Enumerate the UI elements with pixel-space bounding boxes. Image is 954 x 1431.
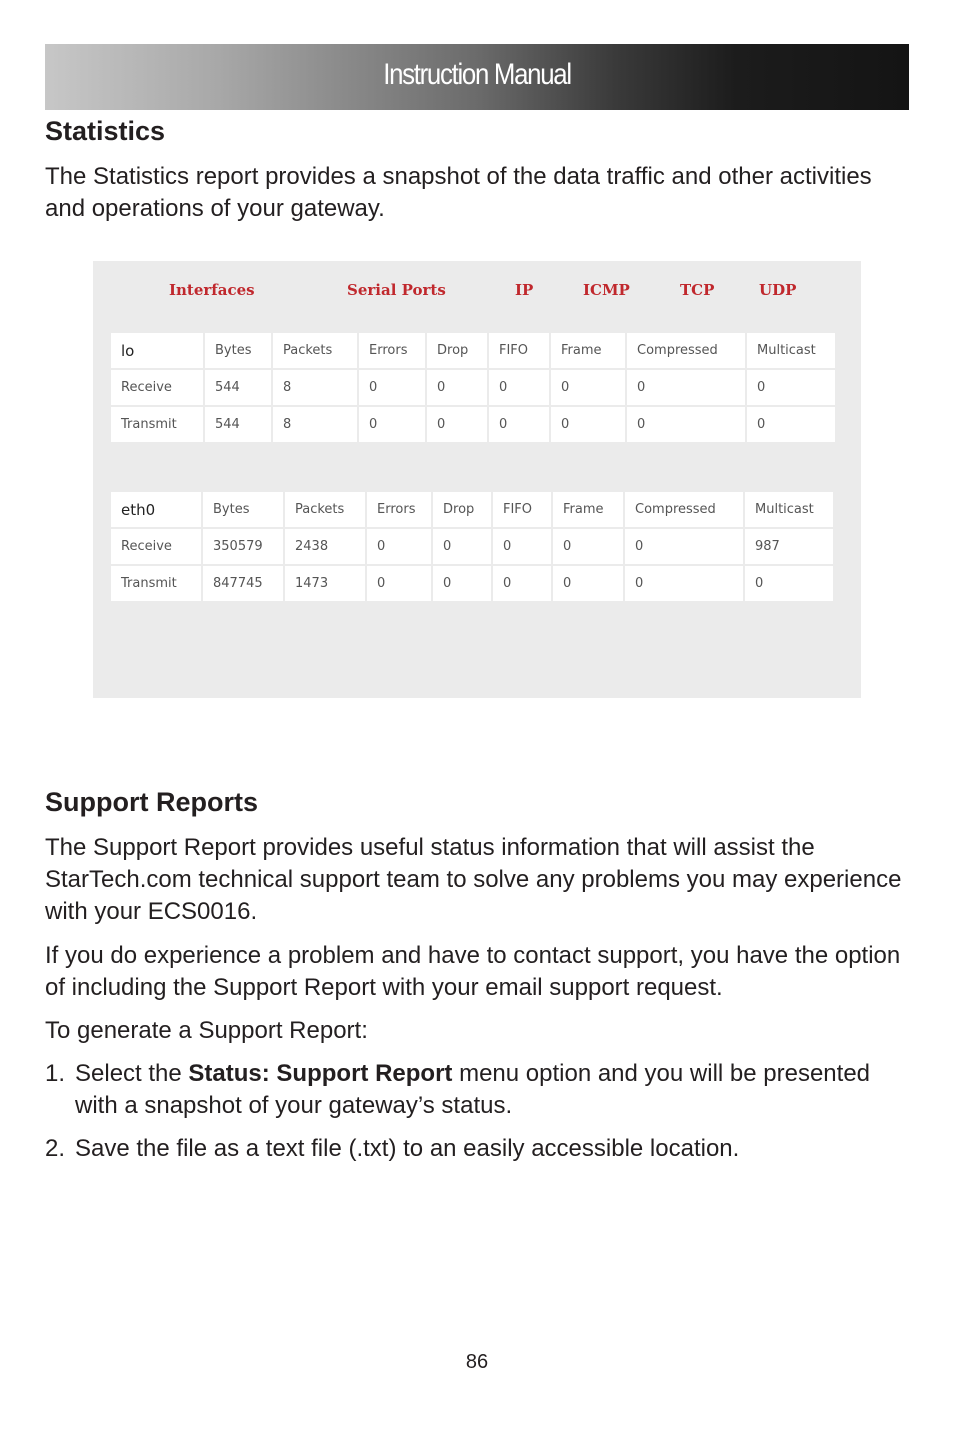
page-number: 86 [465,1351,489,1373]
table-row [111,370,835,405]
statistics-heading: Statistics [45,116,166,146]
table-cell: 2438 [285,529,365,564]
column-header: Bytes [205,333,271,368]
menu-option-name: Status: Support Report [188,1060,453,1087]
row-label: Transmit [111,566,201,601]
tab-serial-ports[interactable]: Serial Ports [347,281,446,299]
table-cell: 0 [489,407,549,442]
interface-name: eth0 [111,492,201,527]
header-title: Instruction Manual [383,58,571,91]
column-header: Drop [427,333,487,368]
support-para-3: To generate a Support Report: [45,1017,368,1044]
table-cell: 0 [427,370,487,405]
table-header-row [111,333,835,368]
table-cell: 0 [359,370,425,405]
table-cell: 0 [747,407,835,442]
step-2 [45,1133,905,1165]
table-cell: 0 [625,529,743,564]
table-row [111,529,833,564]
column-header: Drop [433,492,491,527]
table-cell: 0 [493,529,551,564]
tab-tcp[interactable]: TCP [680,281,715,299]
table-cell: 0 [433,529,491,564]
column-header: Multicast [745,492,833,527]
table-cell: 0 [551,407,625,442]
column-header: Packets [273,333,357,368]
table-cell: 0 [493,566,551,601]
step-text: Save the file as a text file (.txt) to an easily accessible location. [75,1135,740,1162]
table-cell: 0 [625,566,743,601]
table-cell: 8 [273,370,357,405]
table-header-row [111,492,833,527]
interface-name: lo [111,333,203,368]
row-label: Transmit [111,407,203,442]
column-header: Frame [551,333,625,368]
table-cell: 0 [427,407,487,442]
table-cell: 0 [433,566,491,601]
support-heading: Support Reports [45,787,258,817]
table-cell: 544 [205,370,271,405]
column-header: Bytes [203,492,283,527]
table-row [111,407,835,442]
column-header: Compressed [627,333,745,368]
column-header: Errors [367,492,431,527]
table-cell: 0 [553,529,623,564]
table-cell: 0 [367,529,431,564]
column-header: Errors [359,333,425,368]
table-cell: 1473 [285,566,365,601]
tab-udp[interactable]: UDP [759,281,797,299]
table-cell: 0 [627,407,745,442]
table-row [111,566,833,601]
table-cell: 544 [205,407,271,442]
table-cell: 987 [745,529,833,564]
eth0-stats-table [109,490,835,603]
step-text-post: menu option and you will be presented with a snapshot of your gateway’s status. [75,1060,871,1119]
column-header: Frame [553,492,623,527]
table-cell: 0 [553,566,623,601]
step-number: 2. [45,1135,66,1162]
support-para-2: If you do experience a problem and have to contact support, you have the option of including the Support Report with your email support request. [45,942,901,1001]
tab-icmp[interactable]: ICMP [583,281,630,299]
table-cell: 0 [359,407,425,442]
table-cell: 0 [747,370,835,405]
step-text [75,1058,905,1122]
table-cell: 0 [551,370,625,405]
column-header: FIFO [489,333,549,368]
table-cell: 0 [367,566,431,601]
tab-ip[interactable]: IP [515,281,534,299]
column-header: FIFO [493,492,551,527]
header-bar [45,44,909,110]
lo-stats-table [109,331,837,444]
column-header: Multicast [747,333,835,368]
column-header: Packets [285,492,365,527]
row-label: Receive [111,370,203,405]
statistics-intro: The Statistics report provides a snapshot of the data traffic and other activities and operations of your gateway. [45,163,872,222]
step-text-pre: Select the [75,1060,189,1087]
support-para-1: The Support Report provides useful status information that will assist the StarTech.com technical support team to solve any problems you may experience with your ECS0016. [45,834,902,925]
table-cell: 847745 [203,566,283,601]
tab-interfaces[interactable]: Interfaces [169,281,255,299]
table-cell: 0 [627,370,745,405]
table-cell: 350579 [203,529,283,564]
statistics-screenshot [93,261,861,698]
table-cell: 0 [745,566,833,601]
row-label: Receive [111,529,201,564]
table-cell: 8 [273,407,357,442]
step-number: 1. [45,1060,66,1087]
column-header: Compressed [625,492,743,527]
table-cell: 0 [489,370,549,405]
step-1 [45,1058,905,1122]
stats-tab-bar [93,281,861,301]
